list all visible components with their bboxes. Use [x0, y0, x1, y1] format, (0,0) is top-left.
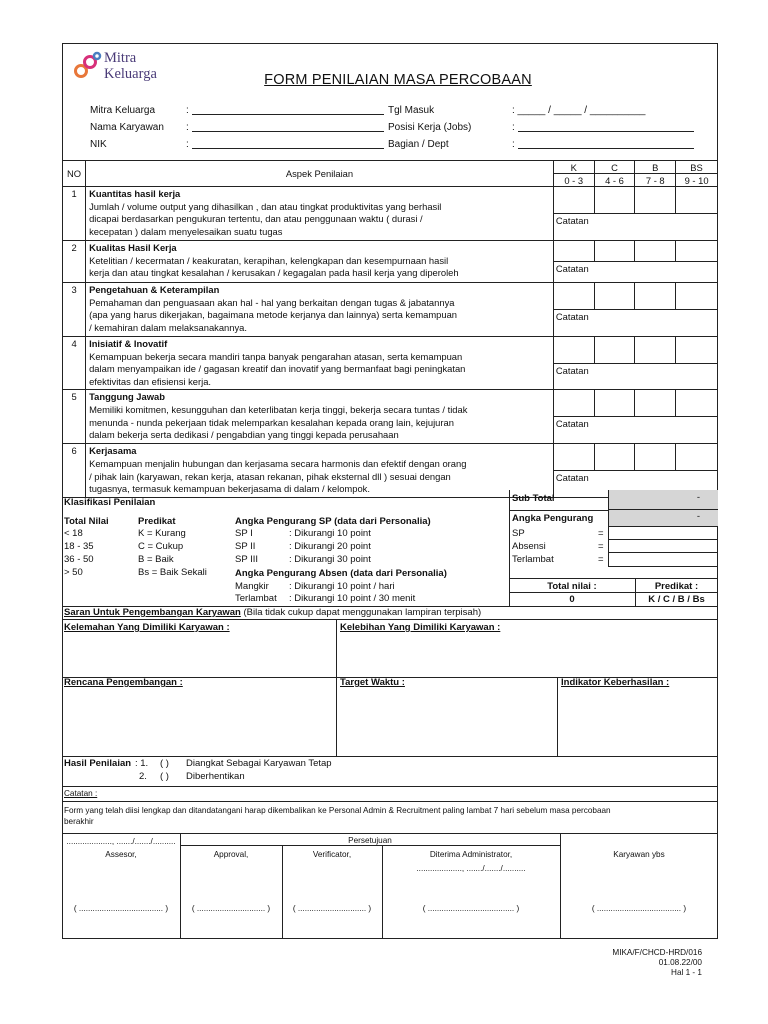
catatan-footer-text2: berakhir	[64, 817, 94, 826]
doc-code-3: Hal 1 - 1	[671, 968, 702, 977]
hasil-opt1-num: : 1.	[135, 758, 149, 769]
score-cell[interactable]	[676, 283, 718, 310]
field-value-tgl[interactable]: : _____ / _____ / __________	[512, 105, 646, 116]
klas-pred-3: B = Baik	[138, 554, 174, 565]
score-cell[interactable]	[676, 444, 718, 471]
catatan-footer-label: Catatan :	[64, 789, 98, 798]
saran-note: (Bila tidak cukup dapat menggunakan lampiran terpisah)	[243, 607, 482, 618]
grade-b: B	[635, 161, 676, 174]
brand-line2: Keluarga	[104, 66, 157, 82]
aspek-cell	[86, 241, 554, 283]
total-value[interactable]: 0	[569, 594, 575, 605]
terlambat-value: : Dikurangi 10 point / 30 menit	[289, 593, 416, 604]
aspek-row	[63, 241, 718, 262]
aspek-desc-line: / pihak lain (karyawan, rekan kerja, atasan rekanan, pihak eksternal dll ) sesuai dengan	[89, 470, 451, 482]
pengurang-cell[interactable]	[608, 510, 718, 527]
score-cell[interactable]	[594, 390, 635, 417]
catatan-cell[interactable]: Catatan	[553, 363, 717, 390]
aspek-row	[63, 337, 718, 364]
predikat-value[interactable]: K / C / B / Bs	[648, 594, 705, 605]
score-cell[interactable]	[676, 241, 718, 262]
sp-sum-cell[interactable]	[608, 527, 718, 540]
sig-assesor[interactable]: ( ..................................... )	[73, 904, 169, 913]
field-label-mitra: Mitra Keluarga	[90, 105, 156, 116]
score-cell[interactable]	[635, 241, 676, 262]
aspek-title: Kerjasama	[89, 445, 137, 457]
aspek-desc-line: menunda - nunda pekerjaan tidak melemparkan kesalahan kepada orang lain, kejujuran	[89, 416, 454, 428]
range-b: 7 - 8	[635, 174, 676, 187]
catatan-cell[interactable]: Catatan	[553, 262, 717, 283]
sig-verificator[interactable]: ( .............................. )	[292, 904, 372, 913]
hasil-opt1-text: Diangkat Sebagai Karyawan Tetap	[186, 758, 332, 769]
sp2-label: SP II	[235, 541, 256, 552]
indikator-label: Indikator Keberhasilan :	[561, 677, 670, 688]
kelebihan-label: Kelebihan Yang Dimiliki Karyawan :	[340, 622, 501, 633]
field-line-mitra[interactable]	[192, 114, 384, 115]
subtotal-label: Sub Total	[512, 493, 555, 504]
aspek-no: 6	[63, 444, 86, 497]
field-label-nik: NIK	[90, 139, 107, 150]
aspek-cell	[86, 283, 554, 337]
catatan-cell[interactable]: Catatan	[553, 471, 717, 498]
aspek-cell	[86, 187, 554, 241]
kelebihan-area[interactable]	[340, 634, 715, 674]
aspek-no: 2	[63, 241, 86, 283]
approval-label: Approval,	[213, 850, 249, 859]
field-label-bagian: Bagian / Dept	[388, 139, 449, 150]
field-sep-mitra: :	[186, 105, 189, 116]
aspek-no: 1	[63, 187, 86, 241]
field-line-nama[interactable]	[192, 131, 384, 132]
aspek-desc-line: dalam menyampaikan ide / gagasan kreatif dan inovatif yang bermanfaat bagi peningkatan	[89, 363, 466, 375]
hasil-opt2-box[interactable]: ( )	[160, 771, 169, 782]
aspek-title: Inisiatif & Inovatif	[89, 338, 168, 349]
total-label: Total nilai :	[547, 581, 597, 592]
aspek-desc-line: Ketelitian / kecermatan / keakuratan, kerapihan, kelengkapan dan kesempurnaan hasil	[89, 254, 449, 266]
target-label: Target Waktu :	[340, 677, 405, 688]
aspek-title: Pengetahuan & Keterampilan	[89, 284, 220, 295]
aspek-no: 4	[63, 337, 86, 390]
aspek-title: Tanggung Jawab	[89, 391, 165, 403]
terlambat-sum-cell[interactable]	[608, 553, 718, 567]
klasifikasi-title: Klasifikasi Penilaian	[64, 497, 156, 508]
saran-heading	[64, 607, 481, 618]
field-sep-nama: :	[186, 122, 189, 133]
subtotal-cell[interactable]	[608, 490, 718, 510]
assesor-label: Assesor,	[105, 850, 137, 859]
score-cell[interactable]	[594, 187, 635, 214]
diterima-label: Diterima Administrator,	[429, 850, 513, 859]
score-cell[interactable]	[635, 283, 676, 310]
aspek-row	[63, 444, 718, 471]
aspek-desc-line: Pemahaman dan penguasaan akan hal - hal yang berkaitan dengan tugas & jabatannya	[89, 296, 455, 308]
aspek-title: Kuantitas hasil kerja	[89, 188, 181, 199]
hasil-opt2-num: 2.	[139, 771, 147, 782]
aspek-desc-line: dalam bekerja serta dedikasi / pengabdian yang tinggi kepada perusahaan	[89, 429, 399, 441]
score-cell[interactable]	[553, 444, 594, 471]
catatan-footer-text1: Form yang telah diisi lengkap dan ditandatangani harap dikembalikan ke Personal Admin & Recruitment paling lambat 7 hari sebelum masa percobaan	[64, 806, 611, 815]
score-cell[interactable]	[553, 337, 594, 364]
rencana-label: Rencana Pengembangan :	[64, 677, 183, 688]
klas-range-1: < 18	[64, 528, 83, 539]
score-cell[interactable]	[594, 444, 635, 471]
sp2-value: : Dikurangi 20 point	[289, 541, 371, 552]
catatan-cell[interactable]: Catatan	[553, 310, 717, 337]
field-sep-nik: :	[186, 139, 189, 150]
predikat-label: Predikat :	[654, 581, 699, 592]
col-predikat: Predikat	[138, 516, 176, 527]
aspek-cell	[86, 337, 554, 390]
catatan-cell[interactable]: Catatan	[553, 417, 717, 444]
mangkir-label: Mangkir	[235, 581, 269, 592]
aspek-desc-line: tugasnya, termasuk kemampuan bekerjasama di dalam / kelompok.	[89, 483, 370, 495]
score-cell[interactable]	[594, 241, 635, 262]
rencana-area[interactable]	[64, 690, 334, 752]
field-sep-bagian: :	[512, 139, 515, 150]
klas-range-4: > 50	[64, 567, 83, 578]
pengurang-label: Angka Pengurang	[512, 513, 594, 524]
kelemahan-label: Kelemahan Yang Dimiliki Karyawan :	[64, 622, 230, 633]
sig-date-line[interactable]: ...................., ......./......./..........	[66, 837, 176, 846]
field-label-tgl: Tgl Masuk	[388, 105, 435, 116]
klas-range-2: 18 - 35	[64, 541, 94, 552]
field-line-nik[interactable]	[192, 148, 384, 149]
aspek-cell	[86, 390, 554, 444]
col-total-nilai: Total Nilai	[64, 516, 109, 527]
sig-karyawan[interactable]: ( ..................................... )	[591, 904, 687, 913]
target-area[interactable]	[340, 690, 554, 752]
score-cell[interactable]	[676, 337, 718, 364]
field-line-posisi[interactable]	[518, 131, 694, 132]
aspek-desc-line: Jumlah / volume output yang dihasilkan , dan atau tingkat produktivitas yang berhasil	[89, 200, 442, 212]
score-cell[interactable]	[553, 390, 594, 417]
aspek-row	[63, 283, 718, 310]
aspek-row	[63, 187, 718, 214]
persetujuan-label: Persetujuan	[348, 836, 392, 845]
aspek-desc-line: Kemampuan bekerja secara mandiri tanpa banyak pengarahan atasan, serta kemampuan	[89, 350, 463, 362]
absen-title: Angka Pengurang Absen (data dari Personalia)	[235, 568, 447, 579]
range-bs: 9 - 10	[676, 174, 718, 187]
saran-title: Saran Untuk Pengembangan Karyawan	[64, 607, 241, 618]
field-line-bagian[interactable]	[518, 148, 694, 149]
hasil-opt2-text: Diberhentikan	[186, 771, 245, 782]
sig-date-line2[interactable]: ...................., ......./......./..........	[416, 864, 526, 873]
score-cell[interactable]	[635, 337, 676, 364]
catatan-cell[interactable]: Catatan	[553, 214, 717, 241]
karyawan-label: Karyawan ybs	[613, 850, 665, 859]
aspek-title: Kualitas Hasil Kerja	[89, 242, 177, 253]
page-title: FORM PENILAIAN MASA PERCOBAAN	[264, 72, 532, 88]
kelemahan-area[interactable]	[64, 634, 334, 674]
aspek-table	[62, 160, 718, 498]
sp3-value: : Dikurangi 30 point	[289, 554, 371, 565]
subtotal-value: -	[696, 492, 700, 503]
field-label-nama: Nama Karyawan	[90, 122, 164, 133]
sig-diterima[interactable]: ( ...................................... )	[422, 904, 520, 913]
score-cell[interactable]	[594, 337, 635, 364]
score-cell[interactable]	[635, 187, 676, 214]
grade-k: K	[553, 161, 594, 174]
sp3-label: SP III	[235, 554, 259, 565]
score-cell[interactable]	[635, 444, 676, 471]
klas-pred-2: C = Cukup	[138, 541, 184, 552]
col-no: NO	[63, 161, 86, 187]
aspek-desc-line: efektivitas dan efisiensi kerja.	[89, 375, 212, 387]
hasil-label: Hasil Penilaian	[64, 758, 132, 769]
doc-code-2: 01.08.22/00	[658, 958, 702, 967]
aspek-desc-line: kecepatan ) dalam menyelesaikan suatu tugas	[89, 225, 283, 237]
aspek-desc-line: dicapai berdasarkan pengukuran tertentu, dan atau penggunaan waktu ( durasi /	[89, 213, 423, 225]
sp1-label: SP I	[235, 528, 253, 539]
aspek-desc-line: Memiliki komitmen, kesungguhan dan keterlibatan kerja tinggi, bekerja secara tuntas / tidak	[89, 403, 468, 415]
absensi-sum-cell[interactable]	[608, 540, 718, 553]
klas-pred-1: K = Kurang	[138, 528, 186, 539]
score-cell[interactable]	[676, 187, 718, 214]
col-aspek: Aspek Penilaian	[86, 161, 554, 187]
terlambat-sum-label: Terlambat	[512, 554, 554, 565]
sp-sum-label: SP	[512, 528, 525, 539]
absensi-sum-eq: =	[598, 541, 604, 552]
aspek-desc-line: kerja dan atau tingkat kesalahan / kerusakan / kegagalan pada hasil kerja yang diperoleh	[89, 267, 459, 279]
field-sep-posisi: :	[512, 122, 515, 133]
range-c: 4 - 6	[594, 174, 635, 187]
absensi-sum-label: Absensi	[512, 541, 546, 552]
aspek-row	[63, 390, 718, 417]
aspek-desc-line: Kemampuan menjalin hubungan dan kerjasama secara harmonis dan efektif dengan orang	[89, 457, 467, 469]
indikator-area[interactable]	[561, 690, 715, 752]
doc-code-1: MIKA/F/CHCD-HRD/016	[612, 948, 702, 957]
sp1-value: : Dikurangi 10 point	[289, 528, 371, 539]
score-cell[interactable]	[553, 241, 594, 262]
klas-pred-4: Bs = Baik Sekali	[138, 567, 207, 578]
score-cell[interactable]	[594, 283, 635, 310]
sp-title: Angka Pengurang SP (data dari Personalia)	[235, 516, 431, 527]
grade-c: C	[594, 161, 635, 174]
grade-bs: BS	[676, 161, 718, 174]
terlambat-sum-eq: =	[598, 554, 604, 565]
aspek-desc-line: / kemahiran dalam melaksanakannya.	[89, 321, 247, 333]
field-label-posisi: Posisi Kerja (Jobs)	[388, 122, 472, 133]
mangkir-value: : Dikurangi 10 point / hari	[289, 581, 395, 592]
score-cell[interactable]	[635, 390, 676, 417]
aspek-desc-line: (apa yang harus dikerjakan, bagaimana metode kerjanya dan lainnya) serta kemampuan	[89, 309, 458, 321]
terlambat-label: Terlambat	[235, 593, 277, 604]
klasifikasi-section	[62, 490, 718, 607]
brand-line1: Mitra	[104, 50, 137, 66]
klas-range-3: 36 - 50	[64, 554, 94, 565]
aspek-no: 3	[63, 283, 86, 337]
aspek-no: 5	[63, 390, 86, 444]
score-cell[interactable]	[553, 187, 594, 214]
verificator-label: Verificator,	[312, 850, 352, 859]
score-cell[interactable]	[553, 283, 594, 310]
pengurang-value: -	[696, 511, 700, 522]
hasil-opt1-box[interactable]: ( )	[160, 758, 169, 769]
score-cell[interactable]	[676, 390, 718, 417]
sig-approval[interactable]: ( .............................. )	[191, 904, 271, 913]
sp-sum-eq: =	[598, 528, 604, 539]
mitra-keluarga-logo-icon	[72, 50, 104, 82]
range-k: 0 - 3	[553, 174, 594, 187]
